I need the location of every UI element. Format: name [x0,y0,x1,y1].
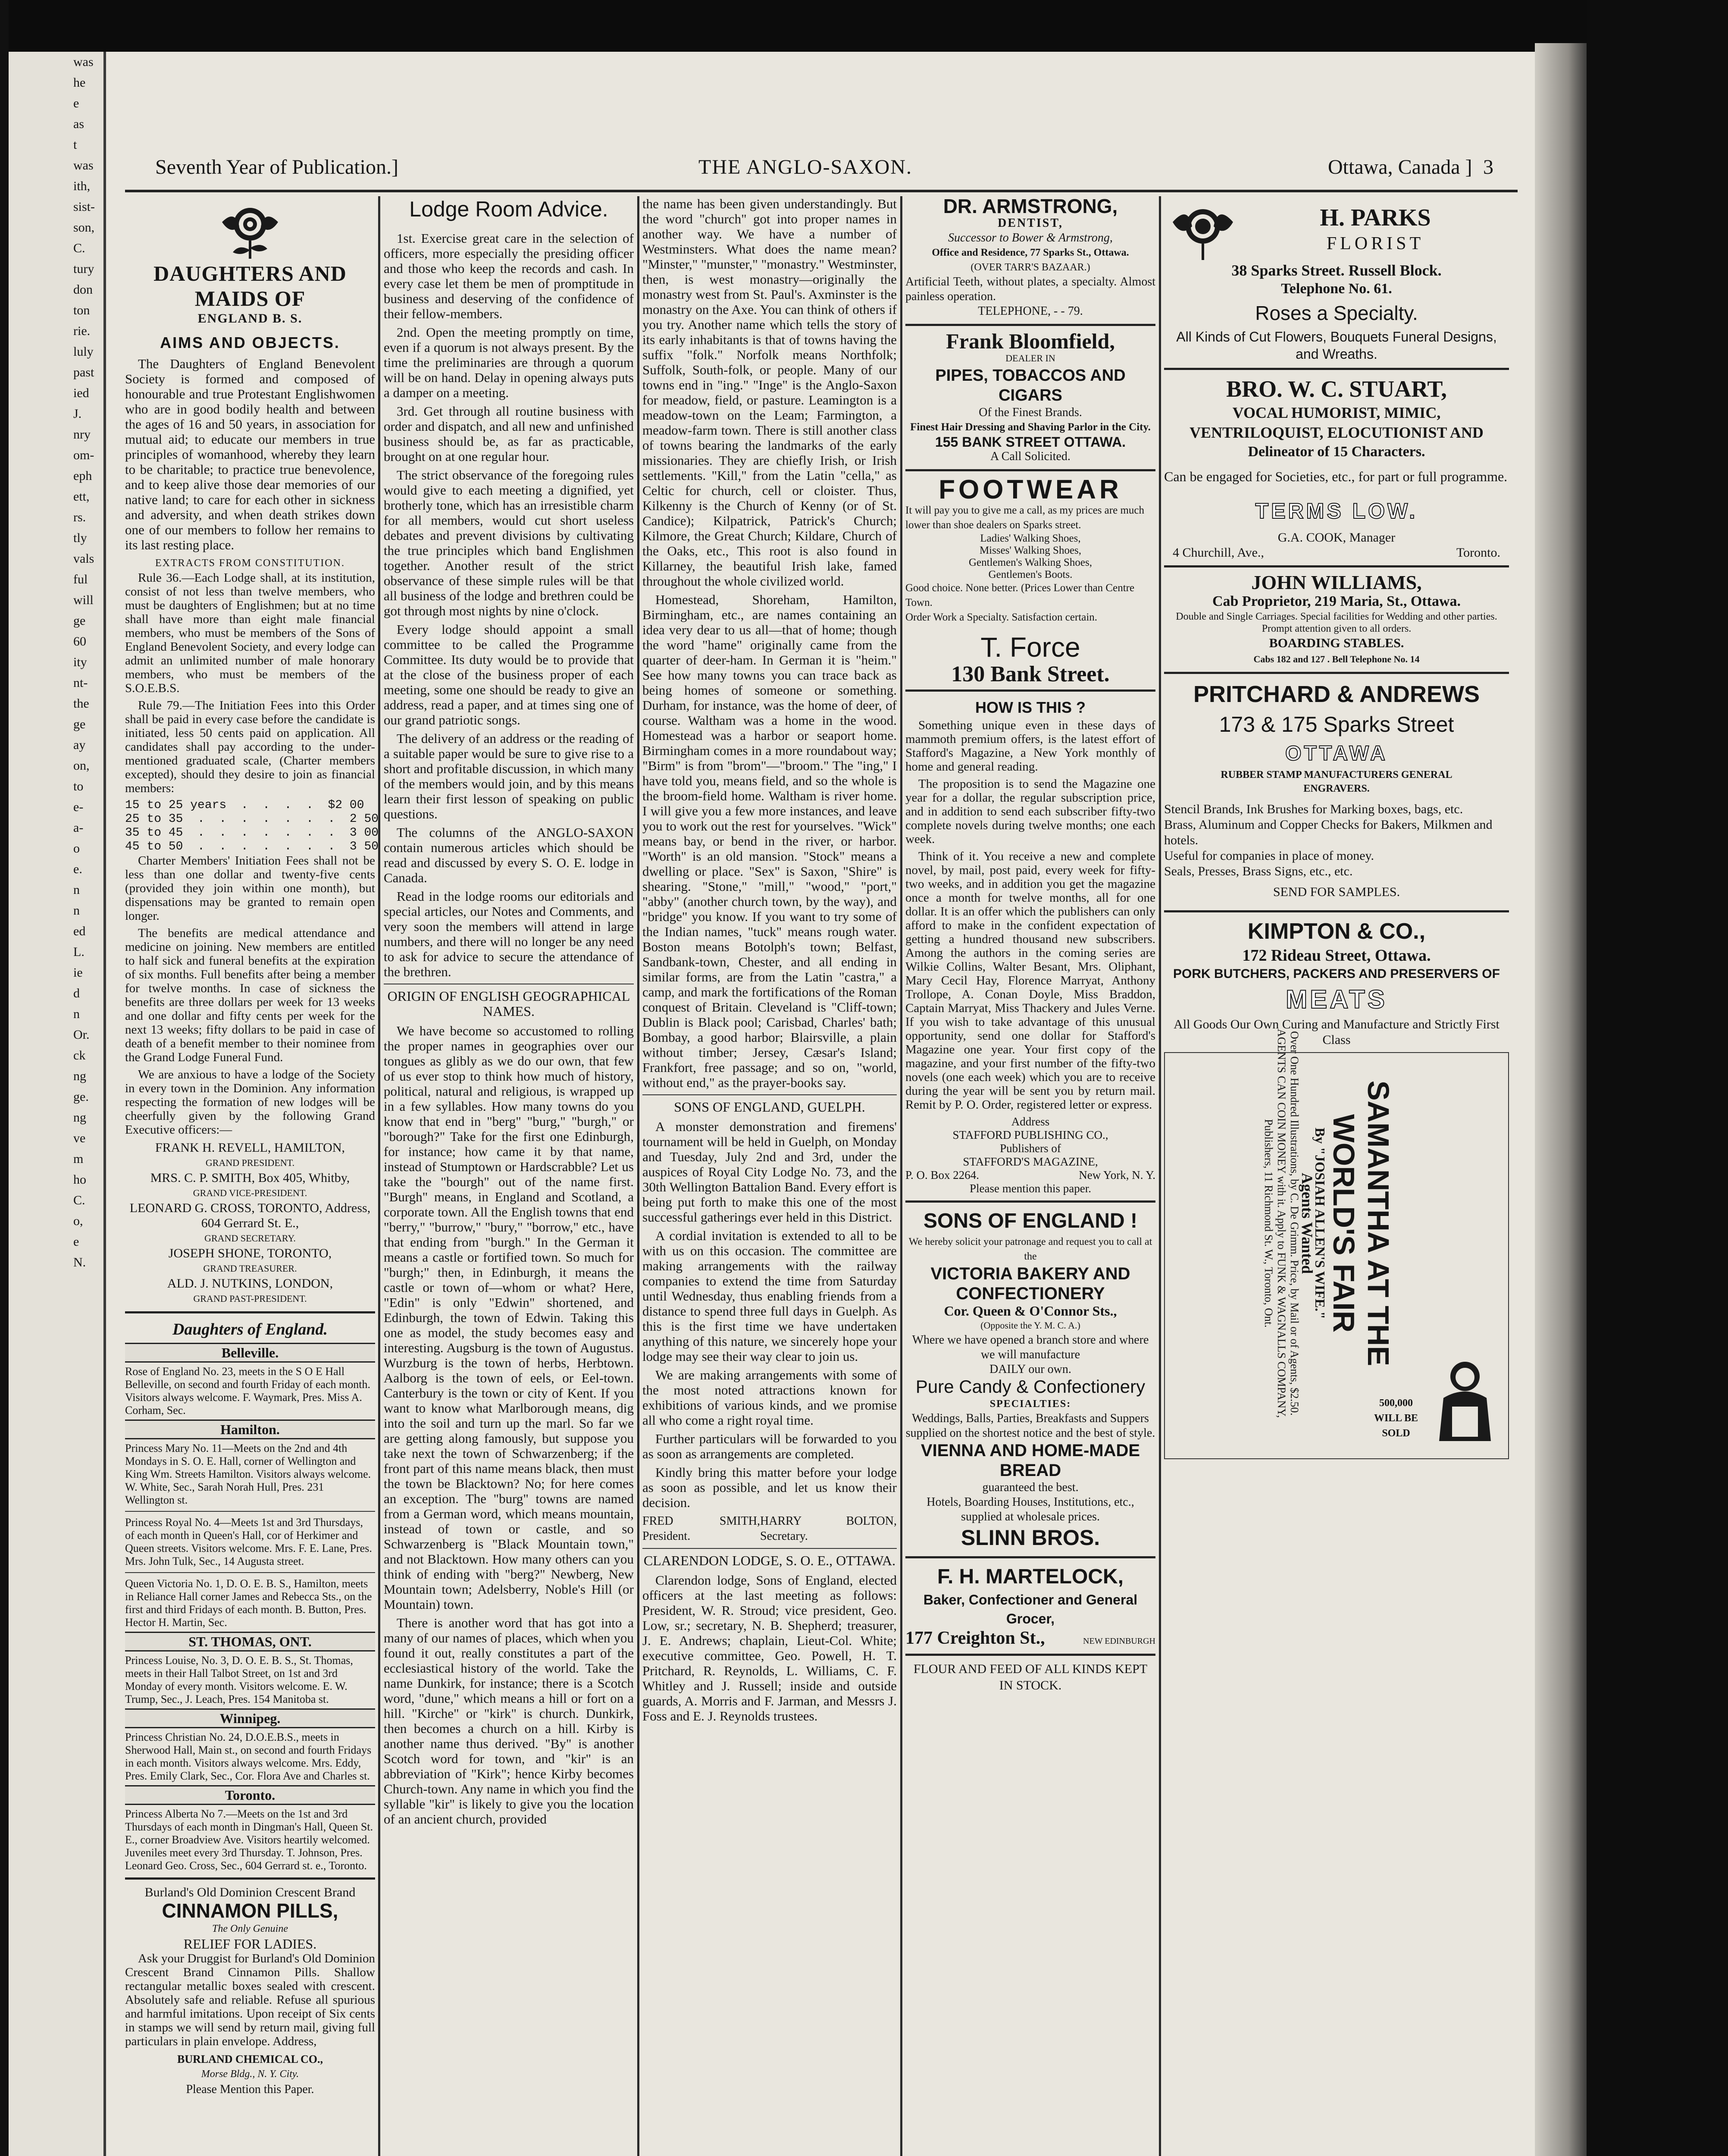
previous-page-fragment: past [73,365,94,379]
ad-line: Hotels, Boarding Houses, Institutions, etc., supplied at wholesale prices. [927,1495,1134,1523]
article-paragraph: Homestead, Shoreham, Hamilton, Birmingham, etc., are names containing an idea very dear to us all—that of home; though the word "hame" originally came from the quarter of deer-ham. In German it is "heim." See how many towns you can trace back as being homes of someone or something. Durham, for instance, was the home of deer, of course. Waltham was a home in the wood. Homestead was a harbor or seaport home. Birmingham comes in a more roundabout way; "Birm" is from "brom"—"broom." The "ing," I have told you, means field, and so the whole is the broom-field home. Waltham is river home. I will give you a few more instances, and leave you to work out the rest for yourselves. "Wick" means bay, or bend in the river, or harbor. "Worth" is an old mansion. "Stock" means a dwelling or place. "Sex" is Saxon, "Shire" is shearing. "Stone," "mill," "wood," "port," "abby" (another church town, by the way), and "bridge" you know. If you want to try some of the Indian names, "tuck" means rough water. Boston means Botolph's town; Belfast, Sandbank-town, Chester, and all ending in similar forms, are from the Latin "castra," a camp, and mark the fortifications of the Roman conquest of Britain. Cleveland is "Cliff-town; Dublin is Black pool; Carisbad, Charles' bath; Bombay, a good harbor; Blairsville, a plain without timber; Jersey, Cæsar's Island; Frankfort, free passage; and so on, "world, without end," as the prayer-books say. [642,592,897,1090]
article-paragraph: We have become so accustomed to rolling the proper names in geographies over our tongues as glibly as we do our own, that few of us ever stop to think how much of history, political, natural and religious, is wrapped up in a few syllables. How many towns do you know that end in "berg" "burg," "burgh," or "borough?" Take for the first one Edinburgh, for instance; how came it by that name, instead of Stumptown or Hardscrabble? Let us take the "bourgh" out of the name first. "Burgh" means, in England and Scotland, a corporate town. All the English towns that end "berry," "burrow," "bury," "borrow," etc., have that ending from "burgh." In the German it means a castle or fortified town. So much for "burgh;" then, in Edinburgh, it means the castle or town of—whom or what? Here, "Edin" is only "Edwin" shortened, and Edinburgh, the town of Edwin. Taking this one as model, the study becomes easy and interesting. Augsburg is the town of Augustus. Wurzburg is the town of herbs, Herbtown. Aalborg is the town of eels, or Eel-town. Canterbury is the town or city of Kent. If you want to know what Marlborough means, dig into the soil and turn up the marl. So far we are getting along famously, but suppose you take next the town of Schwarzenberg; if the front part of this name means black, then must the town be Blacktown? No; for here comes an exception. The "burg" towns are named from a German word, which means mountain, instead of town or castle, and so Schwarzenberg is "Black Mountain town," and not Blacktown. How many others can you think of ending with "berg?" Newberg, New Mountain town; Adelsberry, Noble's Hill (or Mountain) town. [384,1023,634,1612]
ad-line: Baker, Confectioner and General Grocer, [923,1592,1138,1626]
ad-line: A Call Solicited. [990,450,1071,463]
officer-list [125,1140,375,1306]
ad-line: TERMS LOW. [1255,499,1418,523]
pills-text: Ask your Druggist for Burland's Old Dominion Crescent Brand Cinnamon Pills. Shallow rectangular metallic boxes sealed with crescent. Absolutely safe and reliable. Refuse all spurious and harmful imitations. Upon receipt of Six cents in stamps we will send by return mail, giving full particulars in plain envelope. Address, [125,1952,375,2048]
ad-victoria-bakery [905,1208,1155,1551]
previous-page-fragment: 60 [73,634,86,649]
officer-role: GRAND VICE-PRESIDENT. [193,1188,307,1198]
ad-line: BOARDING STABLES. [1269,636,1404,650]
ad-name: DR. ARMSTRONG, [943,195,1118,217]
header-rule [125,190,1518,192]
ad-line: All Kinds of Cut Flowers, Bouquets Funeral Designs, and Wreaths. [1176,329,1497,362]
ad-line: Misses' Walking Shoes, [979,545,1082,556]
ad-line: Toronto. [1456,545,1500,560]
section-divider [125,1877,375,1880]
address-line: STAFFORD'S MAGAZINE, [963,1155,1098,1168]
ad-line: It will pay you to give me a call, as my prices are much lower than shoe dealers on Sparks street. [905,505,1144,531]
ad-line: Good choice. None better. (Prices Lower than Centre Town. [905,582,1135,608]
previous-page-fragment: ton [73,303,90,317]
ad-line: Double and Single Carriages. Special facilities for Wedding and other parties. Prompt attention given to all orders. [1176,611,1497,634]
article-paragraph: A monster demonstration and firemens' tournament will be held in Guelph, on Monday and Tuesday, July 2nd and 3rd, under the auspices of Royal City Lodge No. 73, and the 30th Wellington Battalion Band. Every effort is being put forth to make this one of the most successful gatherings ever held in this District. [642,1119,897,1225]
directory-town: Winnipeg. [125,1708,375,1728]
ad-line: By "JOSIAH ALLEN'S WIFE." [1312,1128,1328,1319]
society-subtitle: ENGLAND B. S. [197,311,303,326]
section-divider [642,1094,897,1095]
ad-line: Order Work a Specialty. Satisfaction certain. [905,611,1098,623]
previous-page-fragment: ie [73,965,83,980]
previous-page-fragment: N. [73,1255,86,1269]
scanner-right-edge [1587,0,1728,2156]
sold-badge: 500,000 WILL BE SOLD [1374,1398,1418,1439]
previous-page-fragment: vals [73,552,94,566]
samantha-illustration [1426,1355,1499,1450]
origin-heading: ORIGIN OF ENGLISH GEOGRAPHICAL NAMES. [387,988,630,1019]
officer-role: GRAND SECRETARY. [204,1233,296,1244]
ad-divider [1164,565,1509,567]
entry-divider [125,1572,375,1573]
ad-bloomfield [905,331,1155,464]
address-line: P. O. Box 2264. [905,1169,980,1181]
lodge-entry: Princess Royal No. 4—Meets 1st and 3rd Thursdays, of each month in Queen's Hall, cor of Herkimer and Queen streets. Visitors welcome. Mrs. F. E. Lane, Pres. Mrs. John Tulk, Sec., 14 Augusta street. [125,1516,372,1567]
ad-line: VOCAL HUMORIST, MIMIC, [1232,404,1441,421]
clarendon-heading: CLARENDON LODGE, S. O. E., OTTAWA. [643,1553,896,1568]
ad-line: 38 Sparks Street. Russell Block. [1231,262,1442,279]
ad-name: SONS OF ENGLAND ! [923,1210,1137,1232]
ad-line: OTTAWA [1285,742,1388,765]
benefits-text: The benefits are medical attendance and medicine on joining. New members are entitled to half sick and funeral benefits at the expiration of six months. Full benefits after being a member for twelve months. In case of sickness the benefits are three dollars per week for 13 weeks and one dollar and fifty cents per week for the next 13 weeks; fifty dollars to be paid in case of death of a benefit member to their nominee from the Grand Lodge Funeral Fund. [125,926,375,1064]
ad-line: Pure Candy & Confectionery [915,1376,1146,1397]
previous-page-fragment: o [73,841,80,856]
ad-pritchard [1164,679,1509,905]
ad-name: FOOTWEAR [939,475,1122,505]
ad-line: 155 BANK STREET OTTAWA. [935,434,1126,450]
address-line: Address [1011,1115,1050,1128]
pills-mention: Please Mention this Paper. [186,2083,314,2096]
article-paragraph: 1st. Exercise great care in the selection of officers, more especially the presiding officer and those who keep the records and cash. In every case let them be men of promptitude in business and deserving of the confidence of their fellow-members. [384,231,634,321]
article-title: Lodge Room Advice. [409,197,608,221]
guelph-signers [642,1514,897,1544]
previous-page-fragment: ve [73,1131,86,1145]
previous-page-fragment: e- [73,800,84,814]
fee-row: 15 to 25 years . . . . $2 00 [125,799,364,812]
previous-page-fragment: the [73,696,89,711]
ad-name: PRITCHARD & ANDREWS [1193,681,1480,707]
previous-page-fragment: ay [73,738,86,752]
section-divider [642,1548,897,1549]
column-rule [1159,196,1161,2156]
previous-page-strip [9,52,106,2156]
aims-heading: AIMS AND OBJECTS. [160,334,340,351]
ad-name: T. Force [980,632,1080,663]
column-lodge-room-advice [384,196,634,1830]
column-daughters-of-england [125,196,379,2097]
directory-town: Hamilton. [125,1420,375,1439]
previous-page-fragment: ith, [73,179,91,193]
previous-page-fragment: t [73,138,77,152]
article-paragraph: Further particulars will be forwarded to you as soon as arrangements are completed. [642,1431,897,1461]
ad-line: 177 Creighton St., [905,1628,1045,1648]
previous-page-fragment: ng [73,1110,86,1125]
previous-page-fragment: was [73,158,94,172]
ad-line: 4 Churchill, Ave., [1173,545,1264,560]
previous-page-fragment: m [73,1152,84,1166]
ad-line: Stencil Brands, Ink Brushes for Marking boxes, bags, etc. [1164,802,1463,816]
directory-town: Toronto. [125,1785,375,1805]
column-rule [378,196,380,2156]
ad-line: PORK BUTCHERS, PACKERS AND PRESERVERS OF [1173,967,1500,981]
ad-name: SAMANTHA AT THE WORLD'S FAIR [1327,1080,1395,1366]
ad-divider [1164,910,1509,912]
ad-line: FLORIST [1326,234,1424,254]
header-left: Seventh Year of Publication.] [155,156,398,179]
ad-line: SEND FOR SAMPLES. [1273,885,1400,899]
previous-page-fragment: as [73,117,84,131]
newspaper-page [112,47,1531,2156]
ad-line: SPECIALTIES: [989,1398,1071,1410]
previous-page-fragment: e. [73,862,82,876]
address-line: Please mention this paper. [970,1182,1091,1195]
article-paragraph: Kindly bring this matter before your lodge as soon as possible, and let us know their decision. [642,1465,897,1510]
article-paragraph: The proposition is to send the Magazine one year for a dollar, the regular subscription price, and in addition to send each subscriber fifty-two complete novels during twelve months; one each week. [905,777,1155,846]
lodge-entry: Princess Louise, No. 3, D. O. E. B. S., St. Thomas, meets in their Hall Talbot Street, on 1st and 3rd Monday of every month. Visitors welcome. E. W. Trump, Sec., J. Leach, Pres. 154 Manitoba st. [125,1654,353,1705]
previous-page-fragment: e [73,1235,79,1249]
ad-williams [1164,573,1509,667]
ad-line: Telephone No. 61. [1281,281,1392,297]
previous-page-fragment: rs. [73,510,86,524]
directory-town: Belleville. [125,1343,375,1363]
officer-role: GRAND PAST-PRESIDENT. [193,1293,307,1304]
ad-line: Can be engaged for Societies, etc., for part or full programme. [1164,469,1508,484]
lodge-entry: Princess Alberta No 7.—Meets on the 1st and 3rd Thursdays of each month in Dingman's Hall, Queen St. E., corner Broadview Ave. Visitors heartily welcomed. Juveniles meet every 3rd Thursday. T. Johnson, Pres. Leonard Geo. Cross, Sec., 604 Gerrard st. e., Toronto. [125,1808,373,1872]
ad-name: Frank Bloomfield, [946,329,1115,353]
ad-divider [905,1200,1155,1203]
lodge-entry: Princess Christian No. 24, D.O.E.B.S., meets in Sherwood Hall, Main st., on second and fourth Fridays in each month. Visitors always welcome. Mrs. Eddy, Pres. Emily Clark, Sec., Cor. Flora Ave and Charles st. [125,1731,372,1782]
page-number: 3 [1483,156,1493,179]
column-rule [637,196,639,2156]
ad-stuart [1164,375,1509,560]
ad-line: Seals, Presses, Brass Signs, etc., etc. [1164,864,1353,878]
column-geography-continued [642,196,897,1727]
ad-line: Cab Proprietor, 219 Maria, St., Ottawa. [1212,593,1461,609]
ad-line: Agents Wanted [1299,1172,1316,1274]
previous-page-fragment: ge [73,614,86,628]
ad-line: VICTORIA BAKERY AND CONFECTIONERY [930,1264,1130,1303]
ad-line: Cabs 182 and 127 . Bell Telephone No. 14 [1253,654,1420,664]
ad-line: Artificial Teeth, without plates, a specialty. Almost painless operation. [905,275,1155,303]
ad-martelock [905,1564,1155,1694]
ad-line: All Goods Our Own Curing and Manufacture and Strictly First Class [1174,1017,1499,1047]
previous-page-fragment: ho [73,1172,86,1187]
pills-title: CINNAMON PILLS, [162,1899,338,1922]
ad-line: guaranteed the best. [982,1481,1079,1494]
ad-line: Brass, Aluminum and Copper Checks for Bakers, Milkmen and hotels. [1164,818,1493,847]
previous-page-fragment: J. [73,407,82,421]
article-paragraph: A cordial invitation is extended to all to be with us on this occasion. The committee are making arrangements with the railway companies to extend the time from Saturday until Wednesday, thus enabling friends from a distance to spend three full days in Guelph. As this is the first time we have undertaken anything of this nature, we sincerely hope your lodge may see their way clear to join us. [642,1228,897,1364]
pills-address: Morse Bldg., N. Y. City. [201,2068,299,2080]
column-advertisements-a [905,196,1155,1694]
lodge-entry: Princess Mary No. 11—Meets on the 2nd and 4th Mondays in S. O. E. Hall, corner of Wellington and King Wm. Streets Hamilton. Visitors always welcome. W. White, Sec., Sarah Norah Hull, Pres. 231 Wellington st. [125,1442,371,1506]
ad-line: Ladies' Walking Shoes, [980,533,1081,544]
how-heading: HOW IS THIS ? [975,699,1086,716]
signer: FRED SMITH, President. [642,1514,760,1543]
previous-page-fragment: ed [73,924,86,938]
ad-line: FLOUR AND FEED OF ALL KINDS KEPT IN STOCK. [913,1662,1148,1692]
previous-page-fragment: Or. [73,1028,90,1042]
ad-line: Where we have opened a branch store and where we will manufacture [912,1333,1149,1361]
ad-line: MEATS [1286,985,1387,1014]
previous-page-fragment: d [73,986,80,1000]
address-line: New York, N. Y. [1079,1169,1155,1181]
binding-edge [0,0,9,2156]
article-paragraph: Think of it. You receive a new and complete novel, by mail, post paid, every week for fifty-two weeks, and in addition you get the magazine once a month for twelve months, all for one dollar. It is an offer which the publishers can only afford to make in the confident expectation of getting a hundred thousand new subscribers. Among the authors in the coming series are Wilkie Collins, Walter Besant, Mrs. Oliphant, Mary Cecil Hay, Florence Marryat, Anthony Trollope, A. Conan Doyle, Miss Braddon, Captain Marryat, Miss Thackery and Jules Verne. If you wish to take advantage of this unusual opportunity, send one dollar for Stafford's Magazine one year. Your first copy of the magazine, and your first number of the fifty-two novels (one each week) which you are to receive during the year will be sent you by return mail. Remit by P. O. Order, registered letter or express. [905,849,1155,1112]
article-paragraph: 2nd. Open the meeting promptly on time, even if a quorum is not always present. By the time the preliminaries are through a quorum will be on hand. Delay in opening always puts a damper on a meeting. [384,325,634,400]
pills-sub2: RELIEF FOR LADIES. [183,1936,317,1952]
article-paragraph: the name has been given understandingly. But the word "church" got into proper names in another way. We have a number of Westminsters. What does the name mean? "Minster," "munster," "monastry." Westminster, then, is west monastry—originally the monastry west from St. Paul's. Axminster is the monastry on the Axe. You can think of others if you try. Another name which tells the story of its early inhabitants is that of towns having the suffix "folk." Norfolk means Northfolk; Suffolk, South-folk, or people. Many of our towns end in "ing." "Inge" is the Anglo-Saxon for meadow, field, or pasture. Leamington is a meadow-town on the Leam; Farmington, a meadow-farm town. There is still another class of towns bearing the landmarks of the early missionaries. They are chiefly Irish, or Irish settlements. "Kill," from the Latin "cella," as Celtic for church, cell or cloister. Thus, Kilkenny is the Church of Kenny (or of St. Candice); Kilpatrick, Patrick's Church; Kilmore, the Great Church; Kildare, Church of the Oaks, etc., This root is also found in Killarney, the beautiful Irish lake, famed throughout the whole civilized world. [642,196,897,589]
previous-page-fragment: C. [73,241,85,255]
officer-name: FRANK H. REVELL, HAMILTON, [155,1141,345,1155]
column-rule [900,196,902,2156]
article-paragraph: We are making arrangements with some of the most noted attractions known for exhibitions of various kinds, and we promise all who come a right royal time. [642,1367,897,1428]
officer-name: MRS. C. P. SMITH, Box 405, Whitby, [150,1171,350,1185]
ad-name: H. PARKS [1320,204,1431,231]
ad-line: Gentlemen's Walking Shoes, [968,557,1093,568]
samantha-rotated-text [1262,1021,1396,1426]
scanner-top-edge [0,0,1728,52]
pills-intro: Burland's Old Dominion Crescent Brand [144,1885,356,1899]
pills-company: BURLAND CHEMICAL CO., [177,2053,323,2065]
fee-row: 45 to 50 . . . . . . . 3 50 [125,840,379,853]
officer-name: ALD. J. NUTKINS, LONDON, [167,1276,333,1291]
flower-icon [1164,196,1242,261]
article-paragraph: There is another word that has got into a many of our names of places, which when you found it out, really constitutes a part of the ecclesiastical history of the world. Take the name Dunkirk, for instance; there is a Scotch word, "dune," which means a hill or fort on a hill. "Kirche" or "kirk" is church. Dunkirk, then becomes a church on a hill. Kirby is another name thus derived. "By" is another Scotch word for town, and "kir" is an abbreviation of "Kirk"; hence Kirby becomes Church-town. Any name in which you find the syllable "kir" is likely to give you the location of an ancient church, provided [384,1615,634,1827]
previous-page-fragment: eph [73,469,92,483]
previous-page-fragment: ful [73,572,88,586]
ad-line: RUBBER STAMP MANUFACTURERS GENERAL ENGRAVERS. [1221,769,1453,794]
ad-line: NEW EDINBURGH [1083,1636,1155,1646]
anxious-text: We are anxious to have a lodge of the Society in every town in the Dominion. Any information respecting the formation of new lodges will be cheerfully given by the following Grand Executive officers:— [125,1068,375,1137]
ad-line: VENTRILOQUIST, ELOCUTIONIST AND [1190,424,1484,441]
address-line: Publishers of [1000,1142,1061,1155]
previous-page-fragment: ng [73,1069,86,1083]
ad-line: TELEPHONE, - - 79. [978,304,1083,318]
fee-table [125,799,379,854]
rule-79-text: Rule 79.—The Initiation Fees into this Order shall be paid in every case before the candidate is initiated, less 50 cents paid on application. All candidates shall pay according to the under-mentioned graduated scale, (Charter members excepted), should they desire to join as financial members: [125,699,375,795]
entry-divider [125,1511,375,1512]
fee-row: 25 to 35 . . . . . . . 2 50 [125,812,379,826]
ad-line: DEALER IN [1005,353,1055,364]
article-paragraph: Read in the lodge rooms our editorials and special articles, our Notes and Comments, and very soon the members will attend in large numbers, and there will no longer be any need to ask for advice to secure the attendance of the brethren. [384,889,634,979]
ad-line: Over One Hundred Illustrations, by C. De Grimm. Price, by Mail or of Agents, $2.50. AGENTS CAN COIN MONEY with it. Apply to FUNK & WAGNALLS COMPANY, Publishers, 11 Richmond St. W., Toronto, Ont. [1262,1028,1301,1418]
ad-line: We hereby solicit your patronage and request you to call at the [908,1236,1152,1262]
ad-line: Office and Residence, 77 Sparks St., Ottawa. [932,247,1129,258]
fee-row: 35 to 45 . . . . . . . 3 00 [125,826,379,840]
previous-page-fragment: he [73,75,86,90]
previous-page-fragment: ity [73,655,87,669]
ad-divider [905,1654,1155,1656]
signer: HARRY BOLTON, Secretary. [760,1514,897,1543]
ad-line: Cor. Queen & O'Connor Sts., [944,1303,1117,1319]
article-paragraph: Every lodge should appoint a small committee to be called the Programme Committee. Its duty would be to provide that at the close of the business proper of each meeting, some one should be ready to give an address, read a paper, and at times sing one of our grand patriotic songs. [384,622,634,727]
column-advertisements-b [1164,196,1509,1459]
previous-page-fragment: don [73,282,93,297]
lodge-entry: Rose of England No. 23, meets in the S O E Hall Belleville, on second and fourth Friday of each month. Visitors always welcome. F. Waymark, Pres. Miss A. Corham, Sec. [125,1365,370,1416]
previous-page-fragment: tury [73,262,94,276]
article-paragraph: The delivery of an address or the reading of a suitable paper would be sure to give rise to a short and profitable discussion, in which many of the members would join, and by this means learn their first lesson of speaking on public questions. [384,731,634,821]
ad-armstrong [905,196,1155,319]
ad-divider [1164,368,1509,370]
officer-role: GRAND TREASURER. [203,1263,297,1274]
ad-line: (OVER TARR'S BAZAAR.) [970,262,1090,273]
header-right: Ottawa, Canada ] [1328,156,1472,179]
previous-page-fragment: to [73,779,84,793]
section-divider [125,1311,375,1313]
officer-role: GRAND PRESIDENT. [205,1157,295,1168]
article-paragraph: The columns of the ANGLO-SAXON contain numerous articles which should be read and discussed by every S. O. E. lodge in Canada. [384,825,634,885]
previous-page-fragment: C. [73,1193,85,1207]
ad-parks-details [1164,261,1509,363]
ad-line: 172 Rideau Street, Ottawa. [1242,946,1431,965]
previous-page-fragment: will [73,593,94,607]
previous-page-fragment: nt- [73,676,88,690]
ad-name: KIMPTON & CO., [1247,919,1426,944]
previous-page-fragment: luly [73,345,94,359]
previous-page-fragment: ied [73,386,89,400]
previous-page-fragment: son, [73,220,95,235]
ad-line: PIPES, TOBACCOS AND CIGARS [935,367,1126,404]
previous-page-fragment: sist- [73,200,95,214]
previous-page-fragment: on, [73,758,90,773]
officer-name: LEONARD G. CROSS, TORONTO, Address, 604 Gerrard St. E., [129,1201,371,1230]
ad-divider [1164,672,1509,674]
ad-line: Successor to Bower & Armstrong, [948,231,1113,244]
charter-text: Charter Members' Initiation Fees shall not be less than one dollar and twenty-five cents (provided they join within one month), but dispensations may be granted to remain open longer. [125,854,375,923]
ad-line: Useful for companies in place of money. [1164,849,1374,863]
address-line: STAFFORD PUBLISHING CO., [952,1128,1108,1141]
directory-title: Daughters of England. [172,1320,328,1338]
rule-36-text: Rule 36.—Each Lodge shall, at its institution, consist of not less than twelve members, who must be daughters of Englishmen; but at no time shall have more than eight male financial members, who must be members of the Sons of England Benevolent Society, and every lodge can admit an unlimited number of male honorary members, who must be members of the S.O.E.B.S. [125,571,375,695]
ad-divider [905,689,1155,692]
ad-name: BRO. W. C. STUART, [1226,376,1447,402]
previous-page-fragment: a- [73,821,84,835]
ad-divider [905,469,1155,471]
ad-divider [905,1556,1155,1558]
ad-line: VIENNA AND HOME-MADE BREAD [920,1441,1140,1480]
ad-line: Of the Finest Brands. [979,406,1082,419]
previous-page-fragment: n [73,903,80,918]
guelph-heading: SONS OF ENGLAND, GUELPH. [674,1099,865,1115]
ad-line: G.A. COOK, Manager [1277,530,1396,545]
ad-line: (Opposite the Y. M. C. A.) [980,1320,1080,1331]
ad-parks [1164,196,1509,261]
ad-line: 130 Bank Street. [951,662,1110,686]
officer-name: JOSEPH SHONE, TORONTO, [168,1246,332,1260]
previous-page-fragment: tly [73,531,87,545]
previous-page-fragment: L. [73,945,85,959]
page-fold-shadow [1535,43,1591,2156]
ad-line: DAILY our own. [989,1363,1071,1376]
article-paragraph: Something unique even in these days of mammoth premium offers, is the latest effort of Stafford's Magazine, a New York monthly of home and general reading. [905,718,1155,774]
ad-footwear [905,476,1155,684]
ad-line: Roses a Specialty. [1255,302,1418,324]
aims-text: The Daughters of England Benevolent Society is formed and composed of honourable and true Protestant Englishwomen who are in good bodily health and between the ages of 16 and 50 years, in association for mutual aid; to educate our members in true principles of womanhood, whereby they learn to be charitable; to practice true benevolence, and to keep alive those dear memories of our native land; to care for each other in sickness and adversity, and when death strikes down one of our members to follow her remains to its last resting place. [125,356,375,552]
ad-name: JOHN WILLIAMS, [1251,571,1422,593]
ad-line: Finest Hair Dressing and Shaving Parlor in the City. [910,421,1151,433]
previous-page-fragment: ett, [73,489,90,504]
previous-page-fragment: ck [73,1048,86,1062]
page-header [129,155,1509,185]
previous-page-fragment: e [73,96,79,110]
previous-page-fragment: nry [73,427,91,442]
pills-sub1: The Only Genuine [212,1923,288,1934]
ad-line: Gentlemen's Boots. [988,569,1073,580]
previous-page-fragment: ge. [73,1090,89,1104]
article-paragraph: The strict observance of the foregoing rules would give to each meeting a dignified, yet brotherly tone, which has an irresistible charm for all members, would cut short useless debates and prevent divisions by cultivating the true principles which band Englishmen together. Another result of the strict observance of these simple rules will be that all business of the lodge and brethren could be got through most nights by nine o'clock. [384,467,634,618]
article-paragraph: Clarendon lodge, Sons of England, elected officers at the last meeting as follows: President, W. R. Stroud; vice president, Geo. Low, sr.; secretary, N. B. Shepherd; treasurer, J. E. Andrews; chaplain, Lieut-Col. White; executive committee, Geo. Powell, H. T. Pritchard, R. Reynolds, L. Williams, C. F. Whitley and J. Russell; inside and outside guards, A. Morris and F. Jarman, and Messrs J. Foss and E. J. Reynolds trustees. [642,1573,897,1724]
previous-page-fragment: n [73,1007,80,1021]
ad-name: F. H. MARTELOCK, [937,1565,1124,1588]
ad-line: DENTIST, [998,216,1063,230]
society-title: DAUGHTERS AND MAIDS OF [153,261,347,310]
header-center: THE ANGLO-SAXON. [698,156,912,179]
article-paragraph: 3rd. Get through all routine business with order and dispatch, and all new and unfinished business should be, as far as practicable, brought on at one regular hour. [384,404,634,464]
previous-page-fragment: n [73,883,80,897]
previous-page-fragment: om- [73,448,94,462]
rose-emblem [125,196,375,261]
previous-page-fragment: was [73,55,94,69]
ad-line: SLINN BROS. [961,1526,1100,1550]
previous-page-fragment: rie. [73,324,91,338]
lodge-entry: Queen Victoria No. 1, D. O. E. B. S., Hamilton, meets in Reliance Hall corner James and Rebecca Sts., on the first and third Fridays of each month. B. Button, Pres. Hector H. Martin, Sec. [125,1577,372,1629]
ad-divider [905,324,1155,326]
ad-line: Delineator of 15 Characters. [1248,444,1425,460]
extracts-heading: EXTRACTS FROM CONSTITUTION. [155,558,345,569]
stafford-address [905,1115,1155,1195]
ad-line: 173 & 175 Sparks Street [1219,712,1454,736]
previous-page-fragment: ge [73,717,86,731]
ad-line: Weddings, Balls, Parties, Breakfasts and Suppers supplied on the shortest notice and the best of style. [905,1412,1155,1440]
previous-page-fragment: o, [73,1214,83,1228]
directory-town: ST. THOMAS, ONT. [125,1632,375,1651]
